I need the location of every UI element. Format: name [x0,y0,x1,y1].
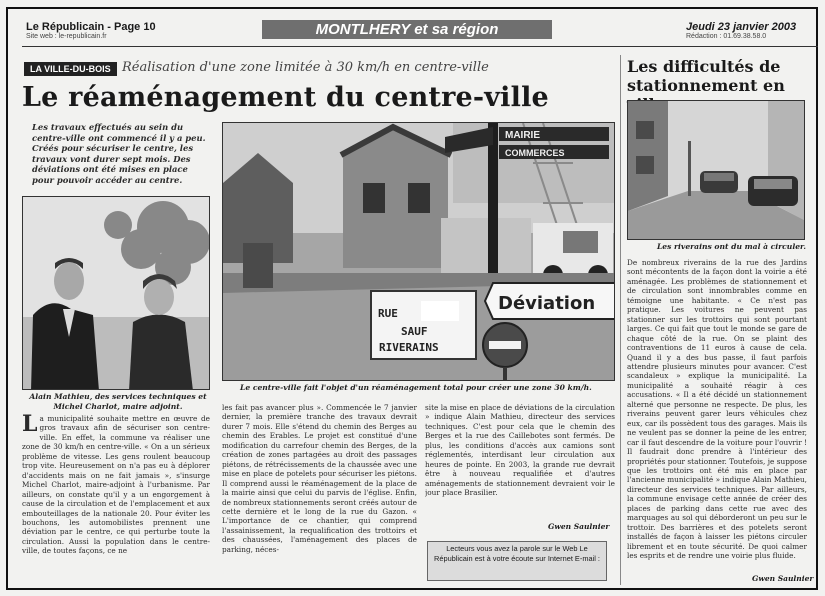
roadworks-photo-graphic [223,123,615,381]
street-photo-graphic [628,101,805,240]
article-column-2: les fait pas avancer plus ». Commencée le 7 janvier dernier, la première tranche des travaux devrait durer 7 mois. Elle s'étend du chemin des Berges au chemin des Erables. Le projet est constitué d'une modification du carrefour chemin des Berges, de la création de zones partagées au droit des passages piétons, de rétrécissements de la chaussée avec une mise en place de potelets pour sécuriser les piétons. Il comprend aussi le réaménagement de la place de la mairie ainsi que celui du parvis de l'église. Enfin, de nombreux stationnements seront créés autour de cette dernière et le long de la rue du Gazon. « L'importance de ce chantier, qui comprend l'assainissement, la requalification des trottoirs et des chaussées, l'aménagement des places de parking, néces- [222,403,417,554]
article-lead: Les travaux effectués au sein du centre-ville ont commencé il y a peu. Créés pour sécuriser le centre, les travaux vont durer sept mois. Des déviations ont été mises en place pour pouvoir accéder au centre. [32,122,206,185]
article-column-1-text: a municipalité souhaite mettre en œuvre de gros travaux afin de sécuriser son centre-ville. En effet, la commune va réaliser une zone de 30 km/h en centre-ville. « On a un sérieux problème de vitesse. Les gens roulent beaucoup trop vite. Heureusement on n'a pas eu à déplorer d'accidents mais on ne fait jamais », s'insurge Michel Charlot, maire-adjoint à l'urbanisme. Par ailleurs, on constate qu'il y a un engorgement à cause de la circulation et de l'emplacement et aux embouteillages de la nationale 20. Pour éviter les bouchons, les automobilistes prennent une déviation par le centre, ce qui perturbe toute la circulation. Aussi la population dans le centre-ville, de toutes façons, ce ne [22,414,210,556]
sidebar-title: Les difficultés de stationnement en [627,57,785,95]
sign-riverains: RIVERAINS [379,341,439,354]
editorial-contact: Rédaction : 01.69.38.58.0 [686,33,767,40]
date-text: Jeudi 23 janvier 2003 [686,21,797,33]
sign-mairie: MAIRIE [505,130,540,141]
header-rule [22,46,818,47]
sign-rue: RUE [378,307,398,320]
sign-commerces: COMMERCES [505,148,565,158]
sign-deviation: Déviation [498,293,596,314]
people-photo-caption: Alain Mathieu, des services techniques et Michel Charlot, maire adjoint. [29,392,207,411]
article-signature: Gwen Saulnier [548,522,610,531]
roadworks-photo [222,122,615,381]
people-photo [22,196,210,390]
road-closed-sign [371,291,476,359]
article-kicker: Réalisation d'une zone limitée à 30 km/h en centre-ville [122,60,489,75]
people-photo-graphic [23,197,210,390]
paper-title: Le Républicain - Page 10 [26,21,156,33]
drop-cap: L [22,414,38,437]
deviation-sign [485,283,615,319]
sidebar-body: De nombreux riverains de la rue des Jardins sont mécontents de la façon dont la voirie a été aménagée. Les problèmes de stationnement et de circulation sont innombrables comme en témoigne une habitante. « Ce n'est pas pratique. Les voitures ne peuvent pas stationner sur les trottoirs qui sont pourtant larges. Ce qui fait que tout le monde se gare de chaque côté de la rue. On se plaint des contraventions de 11 euros à cause de cela. Quand il y a des bus passe, il faut parfois attendre plusieurs minutes pour avancer. C'est scandaleux » explique la municipalité. La municipalité a souhaité réagir à ces accusations. « Il a été décidé un stationnement alterné que personne ne respecte. De plus, les riverains peuvent garer leurs véhicules chez eux, car ils possèdent tous des garages. Mais ils ne veulent pas se donner la peine de les entrer, car il faut descendre de la voiture pour l'ouvrir ! Il faudrait donc prendre à l'intérieur des propriétés pour stationner. Toutefois, je suppose que les trottoirs ont été mis en place par l'ancienne municipalité » indique Alain Mathieu, directeur des services techniques. Par ailleurs, la commune envisage cette année de créer des places de parking dans cette rue avec des marquages au sol qui déborderont un peu sur le trottoir. Des barrières et des potelets seront installés de façon à laisser les piétons circuler librement et en toute sécurité. De quoi calmer les esprits et de rendre une voirie plus fluide. [627,258,807,561]
street-photo [627,100,805,240]
column-rule [620,55,621,585]
web-promo-box: Lecteurs vous avez la parole sur le Web Le Républicain est à votre écoute sur Internet E-mail : [427,541,607,581]
roadworks-photo-caption: Le centre-ville fait l'objet d'un réaménagement total pour créer une zone 30 km/h. [240,383,592,392]
article-column-1 [22,414,210,584]
sidebar-signature: Gwen Saulnier [752,574,814,583]
issue-date [686,21,818,40]
town-badge: LA VILLE-DU-BOIS [24,62,117,76]
paper-name [26,21,156,40]
section-band: MONTLHERY et sa région [262,20,552,39]
article-column-3: site la mise en place de déviations de la circulation » indique Alain Mathieu, directeur des services techniques. C'est pour cela que le chemin des Berges et la rue des Caillebotes sont fermés. De plus, les conditions d'accès aux camions sont réglementés, interdisant leur circulation aux heures de pointe. En 2003, la grande rue devrait être à nouveau requalifiée et d'autres aménagements de stationnement devraient voir le jour place Brasilier. [425,403,615,498]
paper-subtitle: Site web : le-republicain.fr [26,33,107,40]
street-photo-caption: Les riverains ont du mal à circuler. [656,242,806,251]
sign-sauf: SAUF [401,325,428,338]
article-title: Le réaménagement du centre-ville [22,82,549,113]
